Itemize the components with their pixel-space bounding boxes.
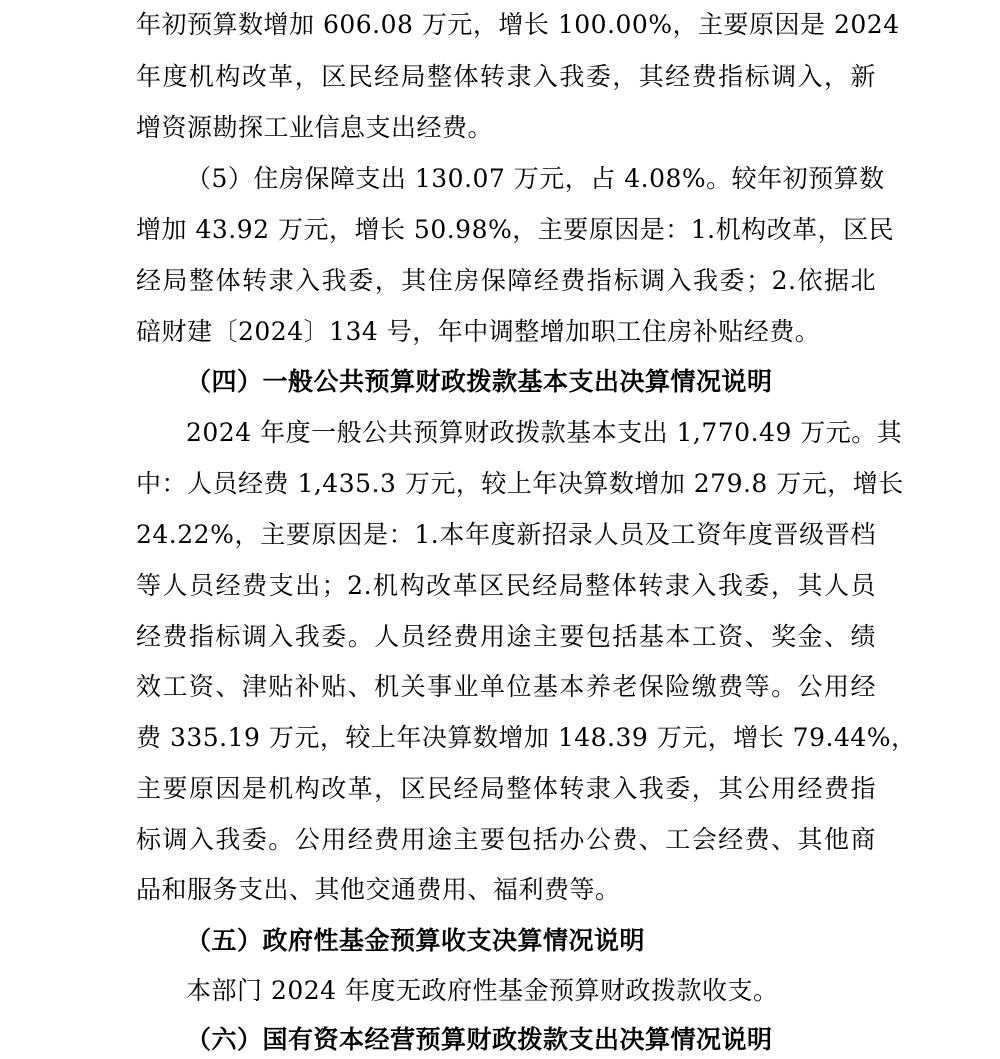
section-heading-5: （五）政府性基金预算收支决算情况说明 (186, 926, 646, 955)
paragraph-line: 增加 43.92 万元，增长 50.98%，主要原因是：1.机构改革，区民 (136, 215, 895, 244)
paragraph-line: 标调入我委。公用经费用途主要包括办公费、工会经费、其他商 (136, 825, 876, 854)
section-heading-4: （四）一般公共预算财政拨款基本支出决算情况说明 (186, 367, 773, 396)
paragraph-line: 费 335.19 万元，较上年决算数增加 148.39 万元，增长 79.44%， (136, 723, 917, 752)
paragraph-line: 中：人员经费 1,435.3 万元，较上年决算数增加 279.8 万元，增长 (136, 469, 904, 498)
paragraph-line: 2024 年度一般公共预算财政拨款基本支出 1,770.49 万元。其 (186, 418, 903, 447)
paragraph-line: 24.22%，主要原因是：1.本年度新招录人员及工资年度晋级晋档 (136, 520, 876, 549)
paragraph-line: 碚财建〔2024〕134 号，年中调整增加职工住房补贴经费。 (136, 317, 821, 346)
paragraph-line: 年度机构改革，区民经局整体转隶入我委，其经费指标调入，新 (136, 62, 876, 91)
section-heading-6: （六）国有资本经营预算财政拨款支出决算情况说明 (186, 1025, 773, 1054)
paragraph-line: 增资源勘探工业信息支出经费。 (136, 113, 494, 142)
paragraph-line: 效工资、津贴补贴、机关事业单位基本养老保险缴费等。公用经 (136, 672, 876, 701)
paragraph-line: 主要原因是机构改革，区民经局整体转隶入我委，其公用经费指 (136, 774, 876, 803)
paragraph-line: 年初预算数增加 606.08 万元，增长 100.00%，主要原因是 2024 (136, 10, 900, 39)
paragraph-line: 品和服务支出、其他交通费用、福利费等。 (136, 875, 621, 904)
paragraph-line: 经局整体转隶入我委，其住房保障经费指标调入我委；2.依据北 (136, 266, 876, 295)
paragraph-line: （5）住房保障支出 130.07 万元，占 4.08%。较年初预算数 (186, 164, 885, 193)
paragraph-line: 经费指标调入我委。人员经费用途主要包括基本工资、奖金、绩 (136, 622, 876, 651)
paragraph-line: 等人员经费支出；2.机构改革区民经局整体转隶入我委，其人员 (136, 571, 876, 600)
paragraph-line: 本部门 2024 年度无政府性基金预算财政拨款收支。 (186, 976, 779, 1005)
